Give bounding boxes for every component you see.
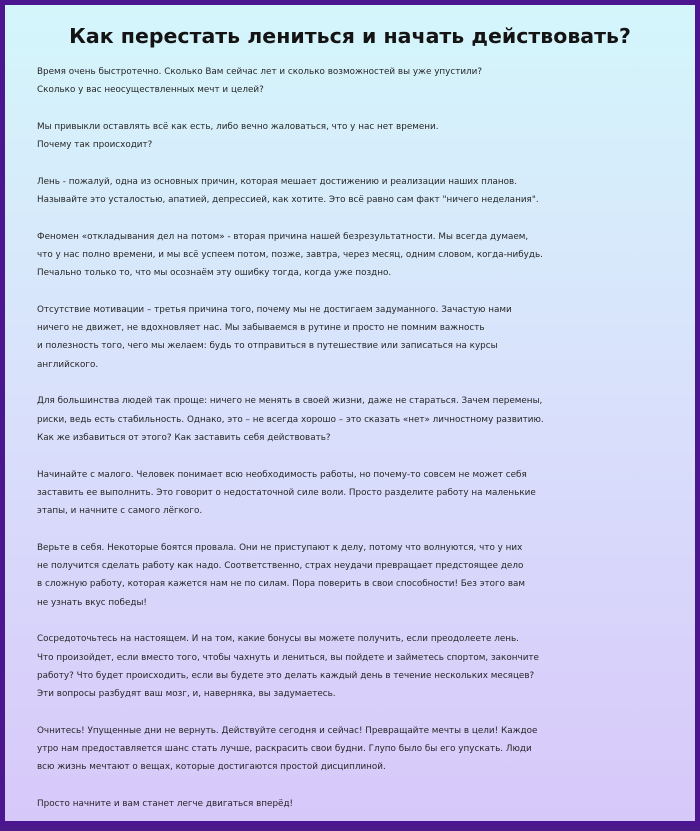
paragraph-line: Сколько у вас неосуществленных мечт и целей? <box>37 85 264 96</box>
paragraph-line: Печально только то, что мы осознаём эту ошибку тогда, когда уже поздно. <box>37 268 392 279</box>
paragraph-line: Просто начните и вам станет легче двигаться вперёд! <box>37 798 294 809</box>
paragraph-line: не узнать вкус победы! <box>37 597 147 608</box>
paragraph-line: и полезность того, чего мы желаем: будь то отправиться в путешествие или записаться на курсы <box>37 341 498 352</box>
paragraph-line: Как же избавиться от этого? Как заставить себя действовать? <box>37 432 331 443</box>
paragraph-line: всю жизнь мечтают о вещах, которые достигаются простой дисциплиной. <box>37 762 386 773</box>
paragraph <box>37 630 687 703</box>
paragraph-line: ничего не движет, не вдохновляет нас. Мы забываемся в рутине и просто не помним важность <box>37 323 485 334</box>
paragraph-line: Очнитесь! Упущенные дни не вернуть. Действуйте сегодня и сейчас! Превращайте мечты в цели! Каждое <box>37 725 538 736</box>
paragraph <box>37 173 687 210</box>
paragraph-line: Что произойдет, если вместо того, чтобы чахнуть и лениться, вы пойдете и займетесь спортом, закончите <box>37 652 539 663</box>
paragraph-line: английского. <box>37 359 99 370</box>
paragraph <box>37 228 687 283</box>
paragraph <box>37 466 687 521</box>
paragraph-line: Отсутствие мотивации – третья причина того, почему мы не достигаем задуманного. Зачастую нами <box>37 304 512 315</box>
paragraph <box>37 795 687 813</box>
paragraph-line: Верьте в себя. Некоторые боятся провала. Они не приступают к делу, потому что волнуются, что у них <box>37 542 523 553</box>
paragraph-line: не получится сделать работу как надо. Соответственно, страх неудачи превращает предстоящее дело <box>37 561 524 572</box>
paragraph-line: что у нас полно времени, и мы всё успеем потом, позже, завтра, через месяц, одним словом, когда-нибудь. <box>37 249 543 260</box>
paragraph <box>37 63 687 100</box>
paragraph-line: Почему так происходит? <box>37 140 153 151</box>
article-title: Как перестать лениться и начать действовать? <box>69 24 631 48</box>
paragraph-line: Называйте это усталостью, апатией, депрессией, как хотите. Это всё равно сам факт "ничего неделания". <box>37 195 539 206</box>
paragraph-line: в сложную работу, которая кажется нам не по силам. Пора поверить в свои способности! Без этого вам <box>37 579 526 590</box>
paragraph-line: Для большинства людей так проще: ничего не менять в своей жизни, даже не стараться. Зачем перемены, <box>37 396 543 407</box>
paragraph <box>37 301 687 374</box>
paragraph-line: утро нам предоставляется шанс стать лучше, раскрасить свои будни. Глупо было бы его упускать. Люди <box>37 743 532 754</box>
paragraph-line: Начинайте с малого. Человек понимает всю необходимость работы, но почему-то совсем не может себя <box>37 469 527 480</box>
paragraph-line: Эти вопросы разбудят ваш мозг, и, наверняка, вы задумаетесь. <box>37 689 336 700</box>
paragraph-line: Время очень быстротечно. Сколько Вам сейчас лет и сколько возможностей вы уже упустили? <box>37 67 483 77</box>
paragraph-line: риски, ведь есть стабильность. Однако, это – не всегда хорошо – это сказать «нет» личностному развитию. <box>37 414 544 425</box>
paragraph <box>37 392 687 447</box>
article-body <box>37 63 687 831</box>
paragraph <box>37 118 687 155</box>
paragraph-line: этапы, и начните с самого лёгкого. <box>37 506 203 517</box>
paragraph <box>37 539 687 612</box>
paragraph-line: Лень - пожалуй, одна из основных причин, которая мешает достижению и реализации наших планов. <box>37 176 518 187</box>
paragraph-line: Феномен «откладывания дел на потом» - вторая причина нашей безрезультатности. Мы всегда думаем, <box>37 231 529 242</box>
paragraph-line: работу? Что будет происходить, если вы будете это делать каждый день в течение нескольких месяцев? <box>37 670 535 681</box>
paragraph <box>37 722 687 777</box>
paragraph-line: Сосредоточьтесь на настоящем. И на том, какие бонусы вы можете получить, если преодолеете лень. <box>37 634 519 645</box>
paragraph-line: Мы привыкли оставлять всё как есть, либо вечно жаловаться, что у нас нет времени. <box>37 121 439 132</box>
paragraph-line: заставить ее выполнить. Это говорит о недостаточной силе воли. Просто разделите работу на маленькие <box>37 487 536 498</box>
